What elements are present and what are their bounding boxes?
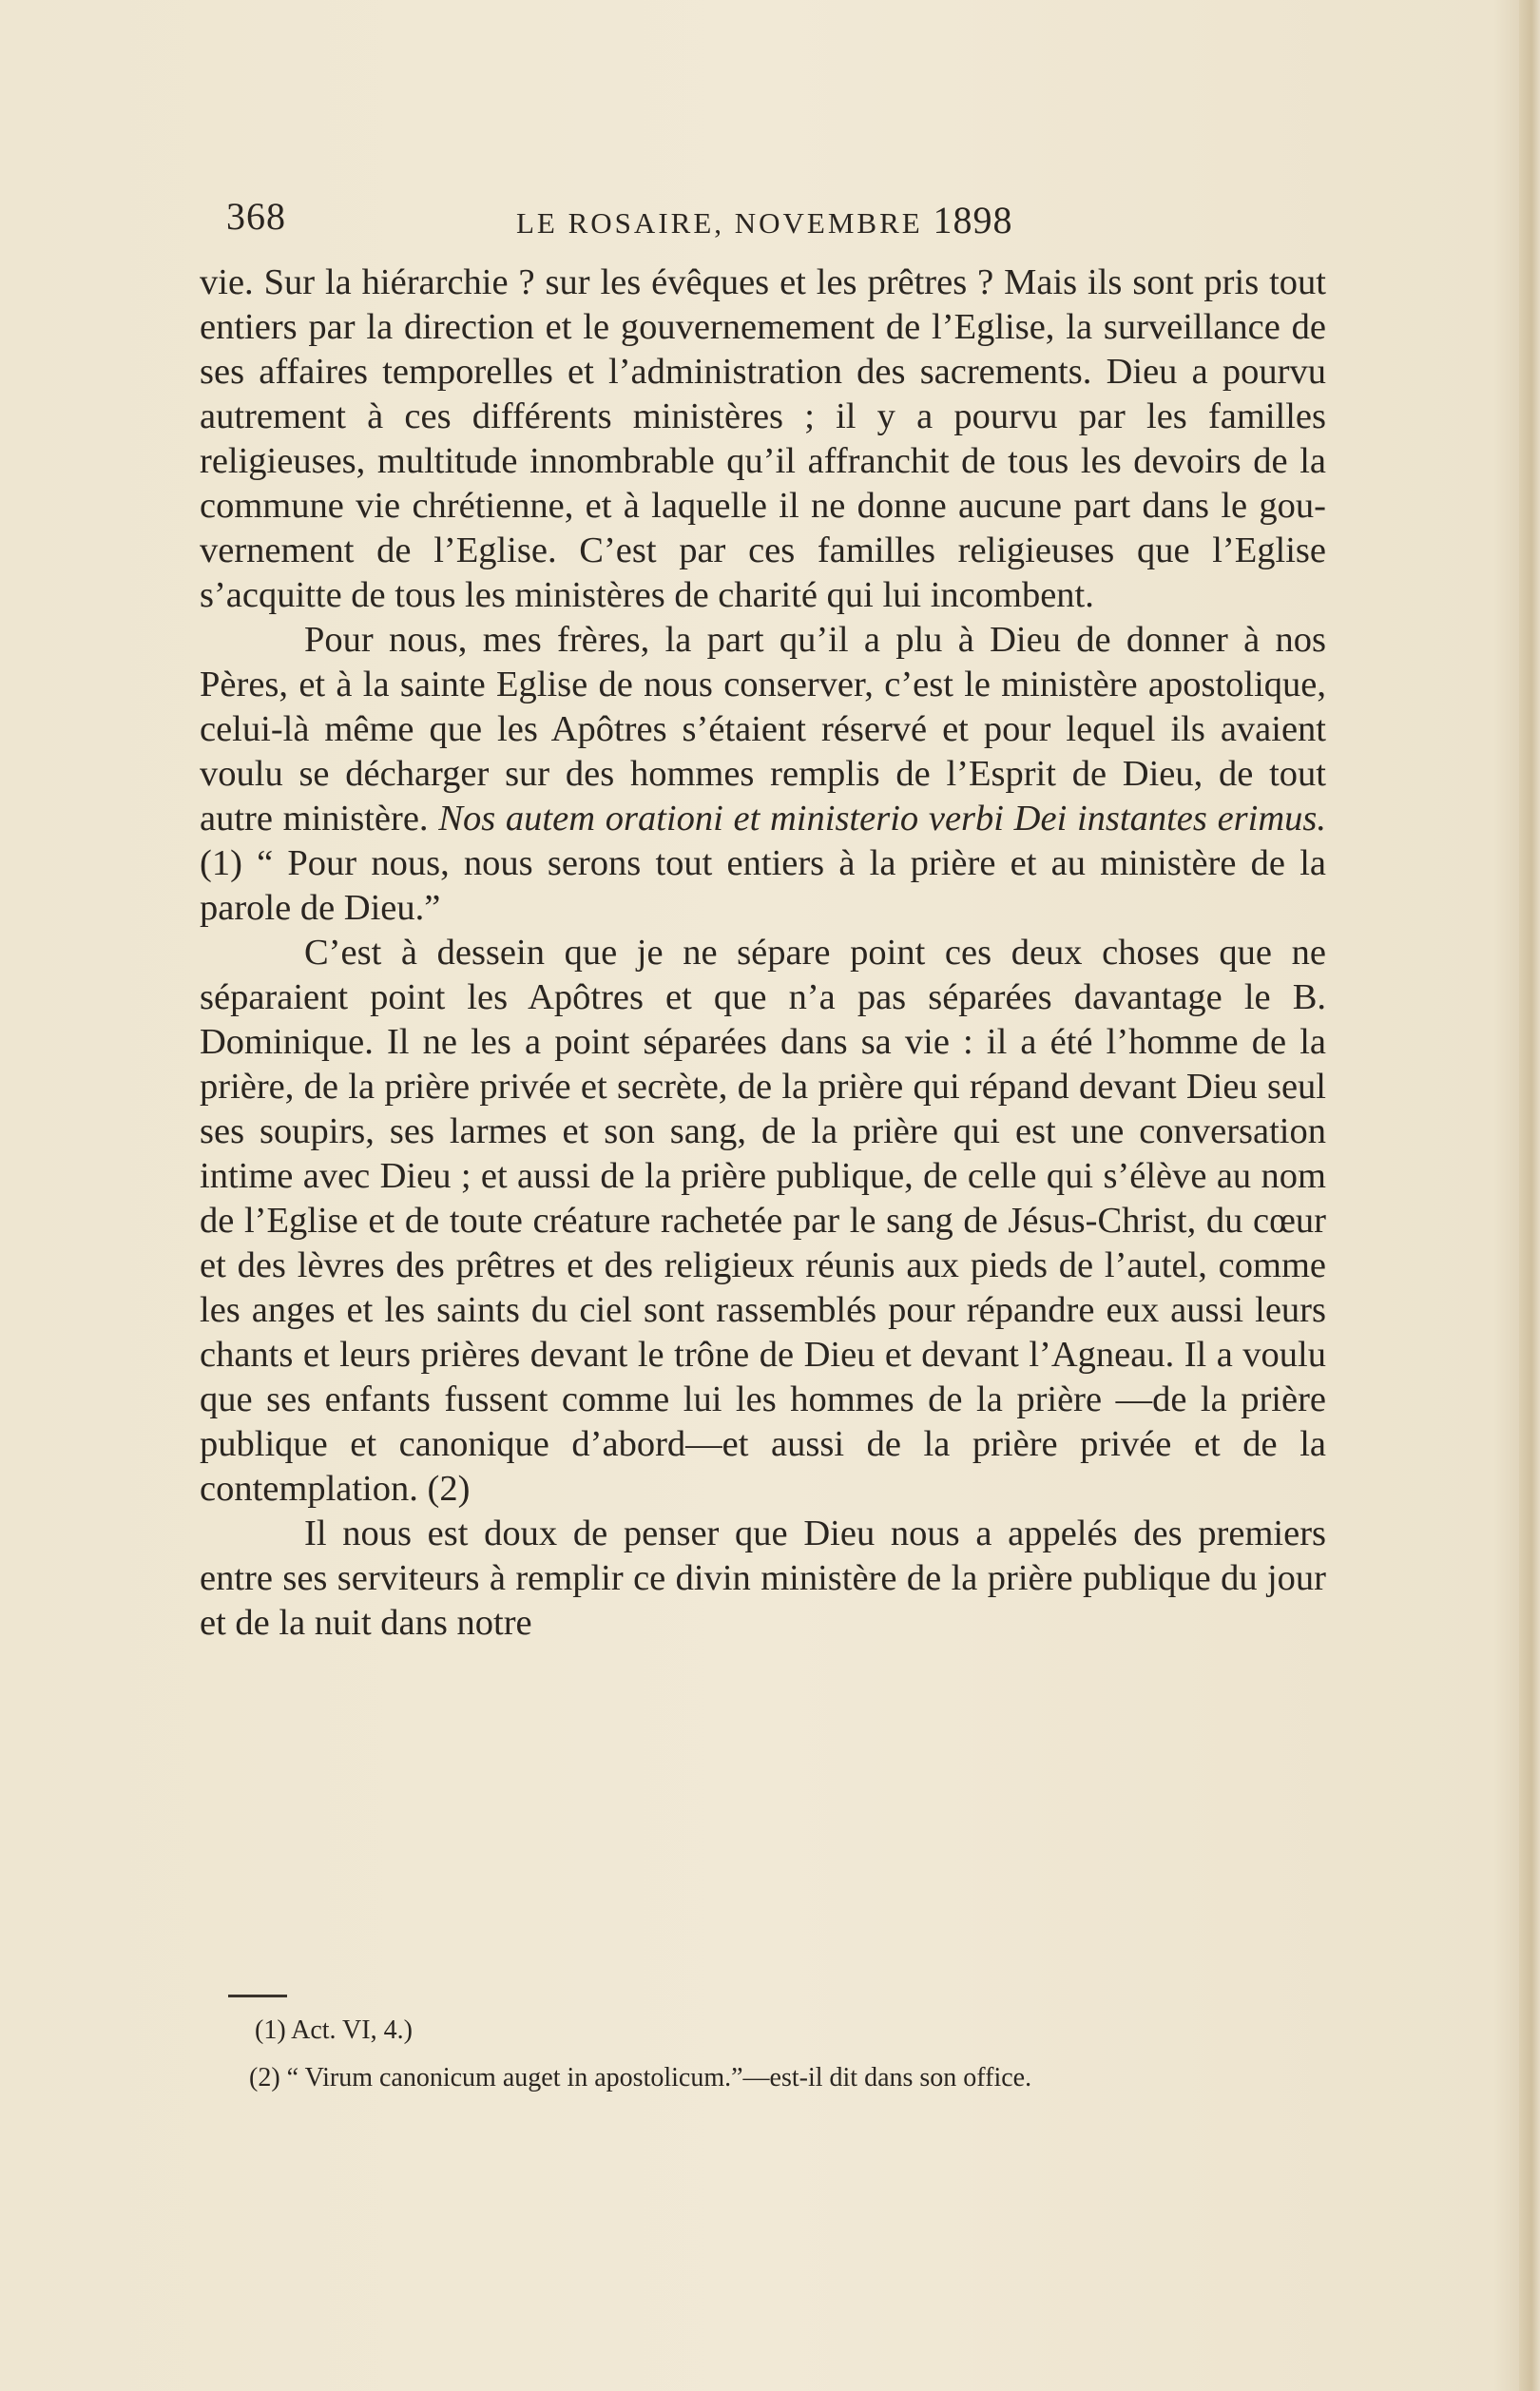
footnote-2: (2) “ Virum canonicum auget in apostolicum.”—est-il dit dans son office. bbox=[249, 2063, 1032, 2092]
paragraph-2 bbox=[200, 618, 1326, 931]
body-text bbox=[200, 257, 1326, 1646]
running-title-year: 1898 bbox=[933, 199, 1013, 241]
paragraph-3: C’est à dessein que je ne sépare point ces deux choses que ne séparaient point les Apôtres et que n’a pas séparées davantage le B. Dominique. Il ne les a point séparées dans sa vie : il a été l’homme de la prière, de la prière privée et secrète, de la prière qui répand devant Dieu seul ses soupirs, ses larmes et son sang, de la prière qui est une conversation intime avec Dieu ; et aussi de la prière publique, de celle qui s’élève au nom de l’Eglise et de toute créature rachetée par le sang de Jésus-Christ, du cœur et des lèvres des prêtres et des religieux réunis aux pieds de l’autel, comme les anges et les saints du ciel sont rassemblés pour répandre eux aussi leurs chants et leurs prières devant le trône de Dieu et devant l’Agneau. Il a voulu que ses enfants fussent comme lui les hommes de la prière —de la prière publique et canonique d’abord—et aussi de la prière privée et de la contemplation. (2) bbox=[200, 933, 1326, 1509]
paragraph-1: vie. Sur la hiérarchie ? sur les évêques et les prêtres ? Mais ils sont pris tout entiers par la direction et le gouvernemement de l’Eglise, la surveillance de ses affaires temporelles et l’administration des sacrements. Dieu a pourvu autrement à ces différents ministères ; il y a pourvu par les familles religieuses, multitude innombrable qu’il affranchit de tous les devoirs de la commune vie chrétienne, et à laquelle il ne donne aucune part dans le gouvernement de l’Eglise. C’est par ces familles religieuses que l’Eglise s’acquitte de tous les ministères de charité qui lui incombent. bbox=[200, 262, 1326, 615]
footnote-separator bbox=[228, 1995, 287, 1997]
paragraph-4: Il nous est doux de penser que Dieu nous a appelés des premiers entre ses serviteurs à remplir ce divin ministère de la prière publique du jour et de la nuit dans notre bbox=[200, 1514, 1326, 1643]
page-edge-shadow bbox=[1519, 0, 1540, 2391]
running-title bbox=[516, 198, 1012, 242]
footnotes bbox=[200, 2014, 1312, 2095]
footnote-1: (1) Act. VI, 4.) bbox=[255, 2015, 413, 2045]
running-header bbox=[226, 194, 1082, 241]
paragraph-2-text-a: Pour nous, mes frères, la part qu’il a plu à Dieu de donner à nos Pères, et à la sainte Eglise de nous conserver, c’est le ministère apostolique, celui-là même que les Apôtres s’étaient réservé et pour lequel ils avaient voulu se décharger sur des hommes remplis de l’Esprit de Dieu, de tout autre ministère. bbox=[200, 620, 1326, 839]
running-title-text: LE ROSAIRE, NOVEMBRE bbox=[516, 206, 923, 240]
page-number: 368 bbox=[226, 195, 286, 238]
paragraph-2-text-b: (1) “ Pour nous, nous serons tout entiers à la prière et au ministère de la parole de Dieu.” bbox=[200, 843, 1326, 928]
latin-quotation: Nos autem orationi et ministerio verbi Dei instantes erimus. bbox=[438, 799, 1327, 839]
